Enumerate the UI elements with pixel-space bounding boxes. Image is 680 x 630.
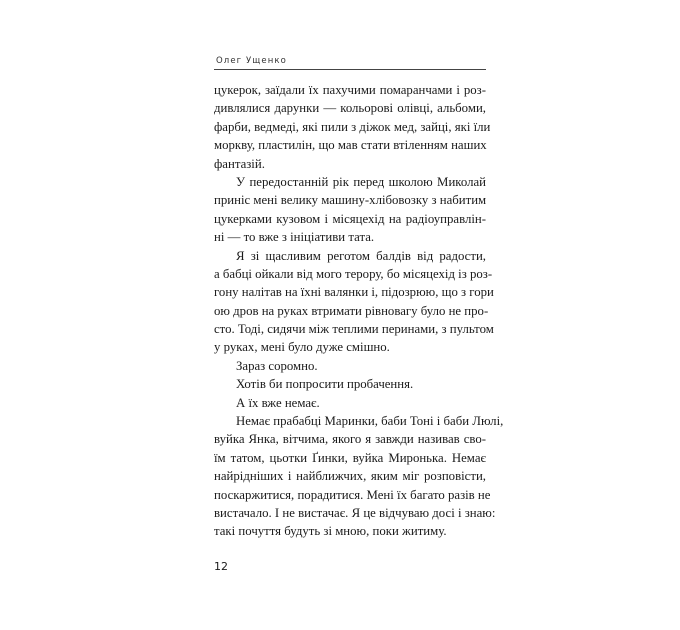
text-line: У передостанній рік перед школою Миколай	[236, 174, 486, 189]
text-line: а бабці ойкали від мого терору, бо місяцехід із роз-	[214, 266, 493, 281]
text-line: фарби, ведмеді, які пили з діжок мед, зайці, які їли	[214, 119, 491, 134]
text-line: цукерок, заїдали їх пахучими помаранчами і роз-	[214, 83, 486, 97]
text-line: гону налітав на їхні валянки і, підозрюю, що з гори	[214, 285, 494, 300]
text-line: Хотів би попросити пробачення.	[236, 377, 414, 392]
text-line: Немає прабабці Маринки, баби Тоні і баби Люлі,	[236, 414, 504, 429]
running-head-author: Олег Ущенко	[216, 56, 287, 66]
page-number: 12	[214, 560, 228, 573]
text-line: такі почуття будуть зі мною, поки житиму.	[214, 524, 447, 539]
text-line: сто. Тоді, сидячи між теплими перинами, з пультом	[214, 322, 494, 337]
text-line: цукерками кузовом і місяцехід на радіоуправлін-	[214, 211, 486, 226]
text-line: у руках, мені було дуже смішно.	[214, 340, 390, 355]
text-line: вуйка Янка, вітчима, якого я завжди називав сво-	[214, 432, 486, 447]
text-line: Зараз соромно.	[236, 358, 318, 373]
text-line: А їх вже немає.	[236, 395, 320, 410]
text-line: найрідніших і найближчих, яким міг розповісти,	[214, 469, 486, 484]
text-line: Я зі щасливим реготом балдів від радости,	[236, 248, 486, 263]
text-line: приніс мені велику машину-хлібовозку з набитим	[214, 193, 487, 208]
text-line: ою дров на руках втримати рівновагу було не про-	[214, 303, 489, 318]
text-line: вистачало. І не вистачає. Я це відчуваю досі і знаю:	[214, 505, 496, 520]
text-line: ні — то вже з ініціативи тата.	[214, 230, 375, 245]
text-line: фантазій.	[214, 156, 265, 171]
text-line: моркву, пластилін, що мав стати втіленням наших	[214, 138, 487, 153]
header-rule	[214, 69, 486, 70]
text-line: дивлялися дарунки — кольорові олівці, альбоми,	[214, 101, 486, 116]
text-line: поскаржитися, порадитися. Мені їх багато разів не	[214, 487, 491, 502]
body-text	[214, 81, 504, 541]
text-line: їм татом, цьотки Ґинки, вуйка Миронька. Немає	[214, 450, 486, 465]
